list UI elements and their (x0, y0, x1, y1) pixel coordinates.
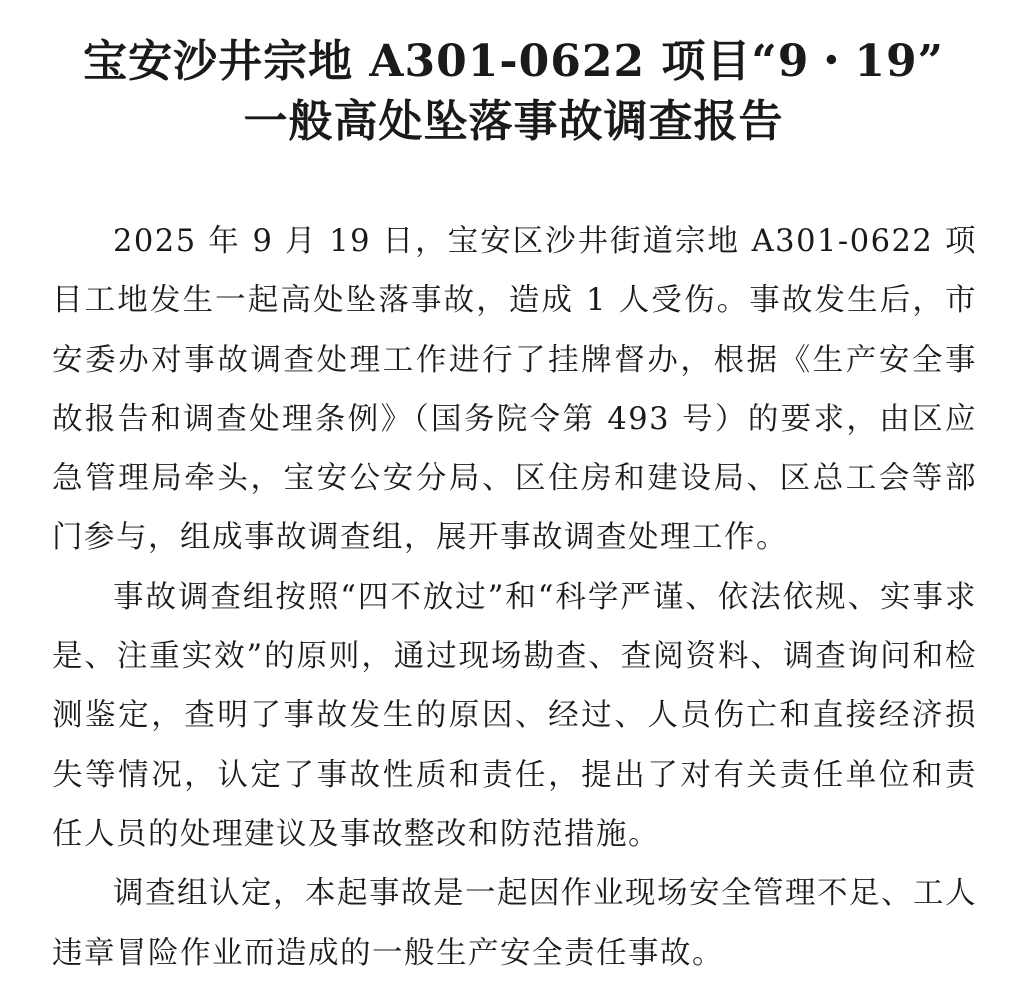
paragraph-conclusion: 调查组认定，本起事故是一起因作业现场安全管理不足、工人违章冒险作业而造成的一般生产安全责任事故。 (52, 876, 977, 971)
report-title-line-1: 宝安沙井宗地 A301-0622 项目“9・19” (83, 36, 944, 87)
paragraph-investigation-method: 事故调查组按照“四不放过”和“科学严谨、依法依规、实事求是、注重实效”的原则，通过现场勘查、查阅资料、调查询问和检测鉴定，查明了事故发生的原因、经过、人员伤亡和直接经济损失等情况，认定了事故性质和责任，提出了对有关责任单位和责任人员的处理建议及事故整改和防范措施。 (52, 579, 977, 852)
paragraph-overview: 2025 年 9 月 19 日，宝安区沙井街道宗地 A301-0622 项目工地发生一起高处坠落事故，造成 1 人受伤。事故发生后，市安委办对事故调查处理工作进行了挂牌督办，根据《生产安全事故报告和调查处理条例》（国务院令第 493 号）的要求，由区应急管理局牵头，宝安公安分局、区住房和建设局、区总工会等部门参与，组成事故调查组，展开事故调查处理工作。 (52, 224, 977, 556)
report-body (52, 212, 977, 983)
report-title-line-2: 一般高处坠落事故调查报告 (243, 96, 784, 147)
